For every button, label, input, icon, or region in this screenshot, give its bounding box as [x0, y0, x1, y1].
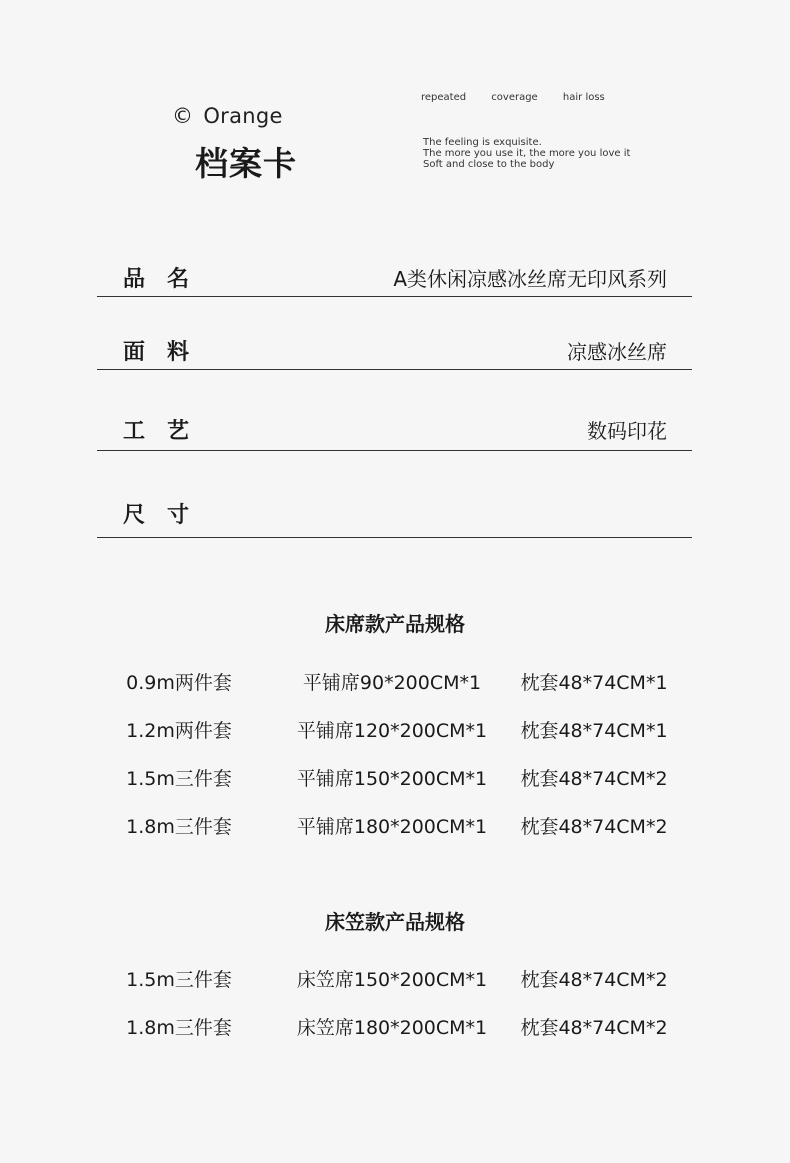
tag-item: repeated [421, 92, 467, 103]
info-row-craft [97, 410, 692, 451]
info-row-size [97, 494, 692, 538]
spec-pillowcase: 枕套48*74CM*2 [520, 816, 668, 838]
info-value: 凉感冰丝席 [567, 340, 667, 364]
info-value: A类休闲凉感冰丝席无印风系列 [393, 267, 667, 291]
brand-name: Orange [203, 104, 283, 128]
brand [172, 104, 283, 128]
spec-pillowcase: 枕套48*74CM*2 [520, 969, 668, 991]
tag-item: coverage [491, 92, 538, 103]
spec-pillowcase: 枕套48*74CM*1 [520, 720, 668, 742]
spec-mat: 平铺席90*200CM*1 [302, 672, 482, 694]
spec-size: 1.5m三件套 [126, 969, 232, 991]
spec-row [0, 668, 790, 698]
spec-size: 1.8m三件套 [126, 1017, 232, 1039]
taglines [423, 137, 630, 170]
tag-list [421, 92, 627, 103]
info-label: 尺寸 [123, 503, 212, 528]
tagline: Soft and close to the body [423, 159, 555, 170]
spec-pillowcase: 枕套48*74CM*1 [520, 672, 668, 694]
spec-mat: 平铺席150*200CM*1 [296, 768, 488, 790]
spec-mat: 平铺席180*200CM*1 [296, 816, 488, 838]
spec-pillowcase: 枕套48*74CM*2 [520, 1017, 668, 1039]
spec-pillowcase: 枕套48*74CM*2 [520, 768, 668, 790]
info-row-fabric [97, 331, 692, 370]
spec-mat: 平铺席120*200CM*1 [296, 720, 488, 742]
tagline: The feeling is exquisite. [423, 137, 542, 148]
spec-size: 1.2m两件套 [126, 720, 232, 742]
info-row-name [97, 258, 692, 297]
copyright-symbol: © [172, 104, 194, 128]
info-label: 面料 [123, 340, 212, 365]
tagline: The more you use it, the more you love it [423, 148, 631, 159]
spec-row [0, 965, 790, 995]
spec-row [0, 1013, 790, 1043]
tag-item: hair loss [562, 92, 605, 103]
spec-row [0, 716, 790, 746]
spec-size: 1.8m三件套 [126, 816, 232, 838]
section-title-bed-mat: 床席款产品规格 [325, 612, 465, 636]
spec-size: 1.5m三件套 [126, 768, 232, 790]
info-label: 工艺 [123, 419, 212, 444]
page-title: 档案卡 [195, 144, 297, 183]
spec-mat: 床笠席180*200CM*1 [296, 1017, 488, 1039]
spec-row [0, 812, 790, 842]
section-title-fitted: 床笠款产品规格 [325, 910, 465, 934]
spec-size: 0.9m两件套 [126, 672, 232, 694]
spec-mat: 床笠席150*200CM*1 [296, 969, 488, 991]
spec-row [0, 764, 790, 794]
info-value: 数码印花 [587, 419, 667, 443]
info-label: 品名 [123, 267, 212, 292]
